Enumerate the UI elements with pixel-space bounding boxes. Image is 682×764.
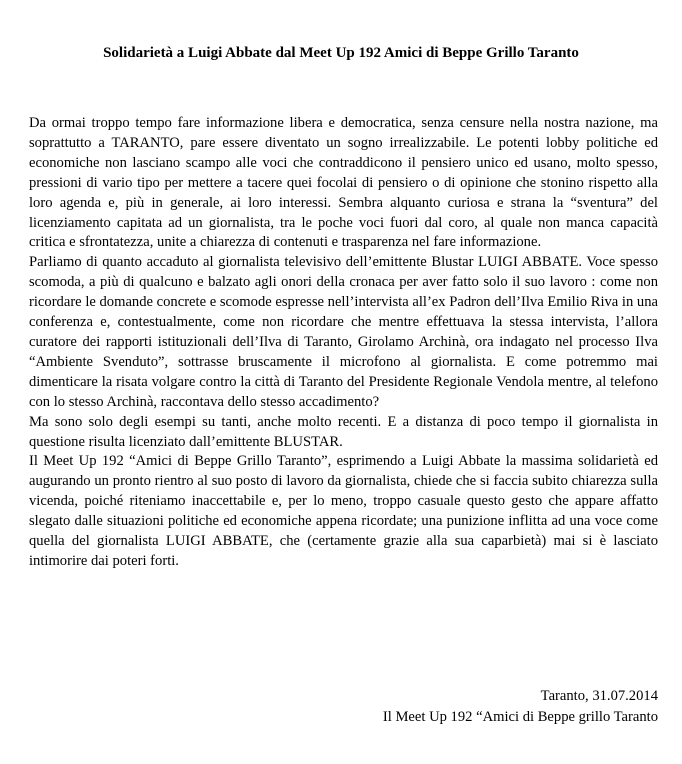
signature: Il Meet Up 192 “Amici di Beppe grillo Taranto <box>382 709 658 725</box>
paragraph-solidarity: Il Meet Up 192 “Amici di Beppe Grillo Taranto”, esprimendo a Luigi Abbate la massima solidarietà ed augurando un pronto rientro al suo posto di lavoro da giornalista, chiede che si faccia subito chiarezza sulla vicenda, poiché riteniamo inaccettabile e, per lo meno, troppo casuale questo gesto che appare affatto slegato dalle situazioni politiche ed economiche appena ricordate; una punizione inflitta ad una voce come quella del giornalista LUIGI ABBATE, che (certamente grazie alla sua caparbietà) mai si è lasciato intimorire dai poteri forti. <box>29 453 658 569</box>
document-title: Solidarietà a Luigi Abbate dal Meet Up 192 Amici di Beppe Grillo Taranto <box>103 45 579 61</box>
paragraph-examples: Ma sono solo degli esempi su tanti, anche molto recenti. E a distanza di poco tempo il giornalista in questione risulta licenziato dall’emittente BLUSTAR. <box>29 413 658 450</box>
paragraph-intro: Da ormai troppo tempo fare informazione libera e democratica, senza censure nella nostra nazione, ma soprattutto a TARANTO, pare essere diventato un sogno irrealizzabile. Le potenti lobby politiche ed economiche non lasciano scampo alle voci che contraddicono il pensiero unico ed usano, molto spesso, pressioni di vario tipo per mettere a tacere quei focolai di pensiero o di opinione che stonino rispetto alla loro agenda e, più in generale, ai loro interessi. Sembra alquanto curiosa e strana la “sventura” del licenziamento capitata ad un giornalista, tra le poche voci fuori dal coro, al quale non manca capacità critica e sfrontatezza, unite a chiarezza di contenuti e trasparenza nel fare informazione. <box>29 115 658 251</box>
place-date: Taranto, 31.07.2014 <box>540 688 658 704</box>
paragraph-abbate: Parliamo di quanto accaduto al giornalista televisivo dell’emittente Blustar LUIGI ABBATE. Voce spesso scomoda, a più di qualcuno e balzato agli onori della cronaca per aver fatto solo il suo lavoro : come non ricordare le domande concrete e scomode espresse nell’intervista all’ex Padron dell’Ilva Emilio Riva in una conferenza e, contestualmente, come non ricordare che mentre effettuava la stessa intervista, l’allora curatore dei rapporti istituzionali dell’Ilva di Taranto, Girolamo Archinà, ora indagato nel processo Ilva “Ambiente Svenduto”, sottrasse bruscamente il microfono al giornalista. E come potremmo mai dimenticare la risata volgare contro la città di Taranto del Presidente Regionale Vendola mentre, al telefono con lo stesso Archinà, raccontava dello stesso accadimento? <box>29 254 658 410</box>
signature-block <box>383 686 658 728</box>
document-body <box>29 114 658 572</box>
